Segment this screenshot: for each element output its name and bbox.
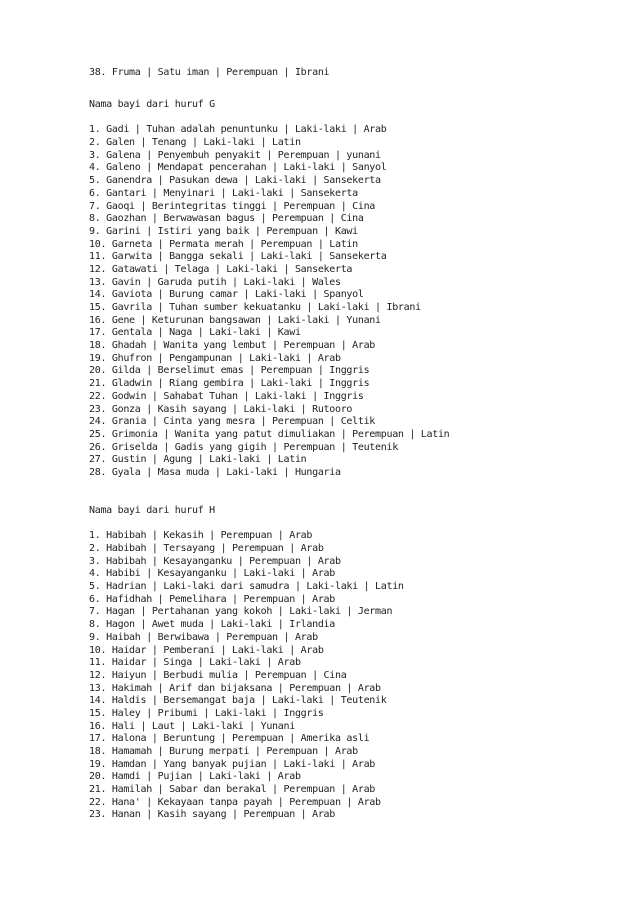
list-item: 18. Hamamah | Burung merpati | Perempuan | Arab bbox=[89, 746, 358, 757]
list-item: 13. Gavin | Garuda putih | Laki-laki | Wales bbox=[89, 276, 341, 288]
list-item: 8. Gaozhan | Berwawasan bagus | Perempuan | Cina bbox=[89, 213, 364, 225]
list-item: 12. Gatawati | Telaga | Laki-laki | Sansekerta bbox=[89, 263, 353, 275]
document-page bbox=[89, 67, 609, 822]
list-item: 4. Galeno | Mendapat pencerahan | Laki-laki | Sanyol bbox=[89, 162, 387, 174]
list-item: 4. Habibi | Kesayanganku | Laki-laki | Arab bbox=[89, 568, 335, 580]
list-item: 19. Hamdan | Yang banyak pujian | Laki-laki | Arab bbox=[89, 758, 376, 770]
list-item: 7. Gaoqi | Berintegritas tinggi | Perempuan | Cina bbox=[89, 200, 376, 212]
list-item: 27. Gustin | Agung | Laki-laki | Latin bbox=[89, 454, 307, 466]
list-item: 9. Haibah | Berwibawa | Perempuan | Arab bbox=[89, 631, 318, 643]
list-item: 23. Hanan | Kasih sayang | Perempuan | Arab bbox=[89, 809, 335, 821]
list-item: 20. Gilda | Berselimut emas | Perempuan | Inggris bbox=[89, 365, 370, 377]
list-item: 10. Haidar | Pemberani | Laki-laki | Arab bbox=[89, 644, 324, 656]
list-item: 24. Grania | Cinta yang mesra | Perempuan | Celtik bbox=[89, 416, 376, 428]
list-item: 17. Halona | Beruntung | Perempuan | Amerika asli bbox=[89, 733, 370, 745]
list-item: 13. Hakimah | Arif dan bijaksana | Perempuan | Arab bbox=[89, 682, 381, 694]
list-item: 21. Hamilah | Sabar dan berakal | Perempuan | Arab bbox=[89, 784, 376, 796]
list-item: 16. Hali | Laut | Laki-laki | Yunani bbox=[89, 720, 295, 732]
list-item: 2. Habibah | Tersayang | Perempuan | Arab bbox=[89, 543, 324, 554]
list-item: 28. Gyala | Masa muda | Laki-laki | Hungaria bbox=[89, 466, 341, 478]
list-item: 17. Gentala | Naga | Laki-laki | Kawi bbox=[89, 327, 301, 339]
list-item: 19. Ghufron | Pengampunan | Laki-laki | Arab bbox=[89, 352, 341, 364]
list-item: 11. Garwita | Bangga sekali | Laki-laki | Sansekerta bbox=[89, 251, 387, 263]
list-item: 21. Gladwin | Riang gembira | Laki-laki | Inggris bbox=[89, 378, 370, 390]
spacer bbox=[89, 80, 609, 99]
list-item: 23. Gonza | Kasih sayang | Laki-laki | Rutooro bbox=[89, 403, 353, 415]
list-item: 6. Hafidhah | Pemelihara | Perempuan | Arab bbox=[89, 593, 335, 605]
list-item: 5. Ganendra | Pasukan dewa | Laki-laki | Sansekerta bbox=[89, 175, 381, 187]
list-item: 15. Gavrila | Tuhan sumber kekuatanku | Laki-laki | Ibrani bbox=[89, 302, 421, 313]
list-item: 1. Habibah | Kekasih | Perempuan | Arab bbox=[89, 530, 313, 542]
top-entry: 38. Fruma | Satu iman | Perempuan | Ibrani bbox=[89, 67, 330, 78]
list-item: 3. Galena | Penyembuh penyakit | Perempuan | yunani bbox=[89, 149, 381, 161]
list-item: 8. Hagon | Awet muda | Laki-laki | Irlandia bbox=[89, 619, 335, 631]
name-list-h bbox=[89, 530, 609, 822]
list-item: 14. Haldis | Bersemangat baja | Laki-laki | Teutenik bbox=[89, 695, 387, 707]
list-item: 14. Gaviota | Burung camar | Laki-laki | Spanyol bbox=[89, 289, 364, 301]
list-item: 15. Haley | Pribumi | Laki-laki | Inggris bbox=[89, 707, 324, 719]
list-item: 7. Hagan | Pertahanan yang kokoh | Laki-laki | Jerman bbox=[89, 606, 393, 618]
list-item: 6. Gantari | Menyinari | Laki-laki | Sansekerta bbox=[89, 187, 358, 199]
spacer bbox=[89, 480, 609, 505]
name-list-g bbox=[89, 124, 609, 479]
section-heading-h: Nama bayi dari huruf H bbox=[89, 504, 215, 516]
list-item: 5. Hadrian | Laki-laki dari samudra | Laki-laki | Latin bbox=[89, 581, 404, 593]
list-item: 11. Haidar | Singa | Laki-laki | Arab bbox=[89, 657, 301, 669]
list-item: 10. Garneta | Permata merah | Perempuan | Latin bbox=[89, 238, 358, 250]
list-item: 20. Hamdi | Pujian | Laki-laki | Arab bbox=[89, 771, 301, 783]
list-item: 12. Haiyun | Berbudi mulia | Perempuan | Cina bbox=[89, 669, 347, 681]
section-heading-g: Nama bayi dari huruf G bbox=[89, 98, 215, 110]
list-item: 9. Garini | Istiri yang baik | Perempuan | Kawi bbox=[89, 225, 358, 237]
list-item: 25. Grimonia | Wanita yang patut dimuliakan | Perempuan | Latin bbox=[89, 428, 450, 440]
list-item: 18. Ghadah | Wanita yang lembut | Perempuan | Arab bbox=[89, 340, 376, 352]
list-item: 22. Godwin | Sahabat Tuhan | Laki-laki | Inggris bbox=[89, 390, 364, 402]
list-item: 1. Gadi | Tuhan adalah penuntunku | Laki-laki | Arab bbox=[89, 124, 387, 136]
list-item: 16. Gene | Keturunan bangsawan | Laki-laki | Yunani bbox=[89, 314, 381, 326]
list-item: 22. Hana' | Kekayaan tanpa payah | Perempuan | Arab bbox=[89, 796, 381, 808]
list-item: 2. Galen | Tenang | Laki-laki | Latin bbox=[89, 137, 301, 149]
list-item: 26. Griselda | Gadis yang gigih | Perempuan | Teutenik bbox=[89, 441, 398, 453]
list-item: 3. Habibah | Kesayanganku | Perempuan | Arab bbox=[89, 555, 341, 567]
